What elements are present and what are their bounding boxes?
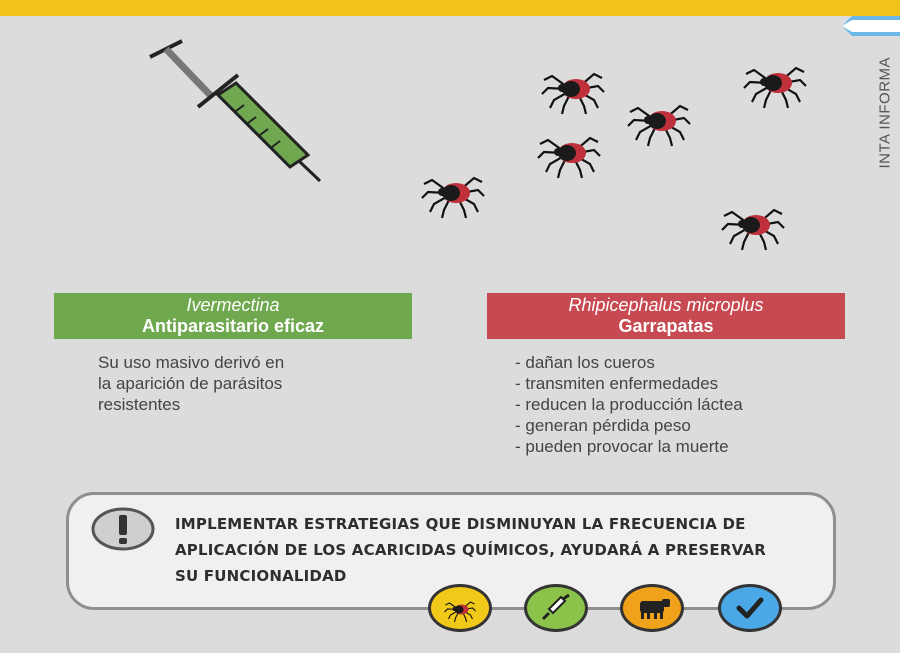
list-item: - transmiten enfermedades bbox=[515, 374, 719, 393]
check-icon bbox=[718, 584, 782, 632]
card-title: Antiparasitario eficaz bbox=[141, 316, 325, 336]
tick-icon bbox=[418, 160, 488, 220]
card-title: Garrapatas bbox=[618, 316, 714, 336]
side-label: INTA INFORMA bbox=[876, 56, 894, 169]
warning-icon bbox=[91, 507, 155, 551]
list-item: - dañan los cueros bbox=[515, 353, 655, 372]
list-item: - pueden provocar la muerte bbox=[515, 437, 729, 456]
tick-icon bbox=[718, 192, 788, 252]
tick-icon bbox=[624, 88, 694, 148]
notice-line: IMPLEMENTAR ESTRATEGIAS QUE DISMINUYAN LA FRECUENCIA DE bbox=[175, 515, 746, 533]
tick-icon bbox=[534, 120, 604, 180]
flag-icon bbox=[842, 16, 900, 36]
text-line: resistentes bbox=[98, 395, 181, 414]
card-subtitle: Rhipicephalus microplus bbox=[568, 295, 764, 315]
text-line: la aparición de parásitos bbox=[98, 374, 283, 393]
notice-line: APLICACIÓN DE LOS ACARICIDAS QUÍMICOS, AYUDARÁ A PRESERVAR bbox=[175, 541, 766, 559]
ivermectina-description bbox=[98, 352, 418, 415]
garrapatas-effects-list bbox=[515, 352, 845, 457]
cow-icon bbox=[620, 584, 684, 632]
ivermectina-card bbox=[54, 293, 412, 339]
notice-text bbox=[175, 511, 815, 589]
list-item: - generan pérdida peso bbox=[515, 416, 691, 435]
tick-icon bbox=[428, 584, 492, 632]
syringe-icon bbox=[140, 35, 340, 195]
text-line: Su uso masivo derivó en bbox=[98, 353, 285, 372]
syringe-icon bbox=[524, 584, 588, 632]
tick-icon bbox=[740, 50, 810, 110]
card-subtitle: Ivermectina bbox=[186, 295, 280, 315]
garrapatas-card bbox=[487, 293, 845, 339]
notice-line: SU FUNCIONALIDAD bbox=[175, 567, 347, 585]
tick-icon bbox=[538, 56, 608, 116]
list-item: - reducen la producción láctea bbox=[515, 395, 743, 414]
top-bar bbox=[0, 0, 900, 16]
